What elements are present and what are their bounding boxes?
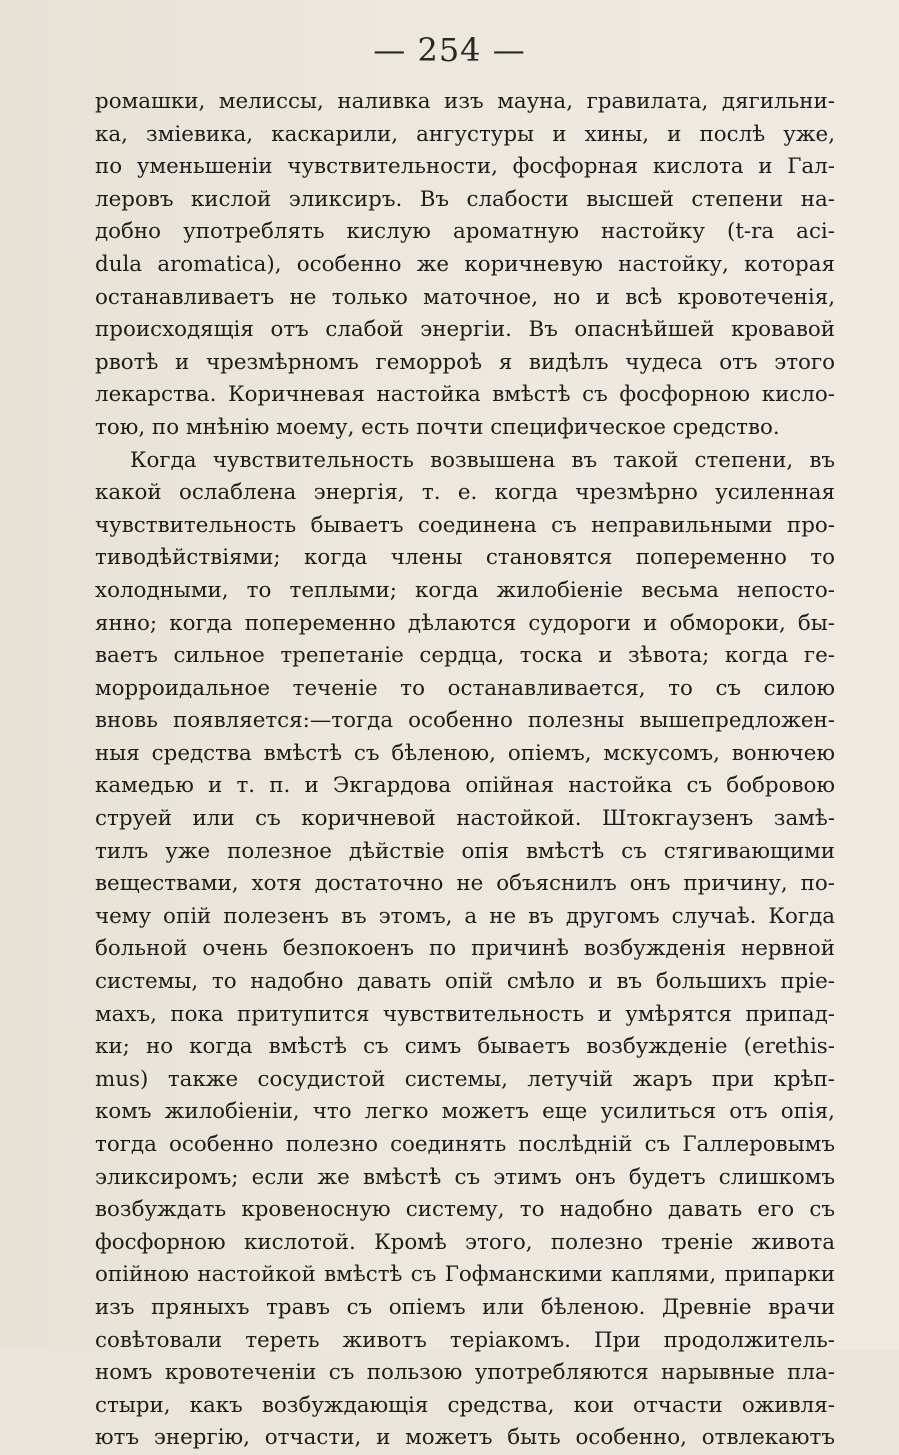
text-line: комъ жилобіеніи, что легко можетъ еще усилиться отъ опія,: [95, 1099, 835, 1125]
text-line: Когда чувствительность возвышена въ такой степени, въ: [130, 447, 835, 473]
text-line: mus) также сосудистой системы, летучій жаръ при крѣп-: [95, 1066, 835, 1092]
text-line: больной очень безпокоенъ по причинѣ возбужденія нервной: [95, 936, 835, 962]
text-line: тою, по мнѣнію моему, есть почти специфическое средство.: [95, 414, 780, 440]
text-line: опійною настойкой вмѣстѣ съ Гофманскими каплями, припарки: [95, 1262, 835, 1288]
text-line: изъ пряныхъ травъ съ опіемъ или бѣленою. Древніе врачи: [95, 1294, 835, 1320]
text-line: происходящія отъ слабой энергіи. Въ опаснѣйшей кровавой: [95, 317, 835, 343]
text-line: dula aromatica), особенно же коричневую настойку, которая: [95, 251, 835, 277]
text-line: по уменьшеніи чувствительности, фосфорная кислота и Гал-: [95, 154, 835, 180]
page-number: — 254 —: [373, 31, 526, 69]
text-line: камедью и т. п. и Экгардова опійная настойка съ бобровою: [95, 773, 835, 799]
text-line: эликсиромъ; если же вмѣстѣ съ этимъ онъ будетъ слишкомъ: [95, 1164, 835, 1190]
text-line: ка, зміевика, каскарили, ангустуры и хины, и послѣ уже,: [95, 121, 835, 147]
text-line: лекарства. Коричневая настойка вмѣстѣ съ фосфорною кисло-: [95, 382, 835, 408]
text-line: леровъ кислой эликсиръ. Въ слабости высшей степени на-: [95, 186, 835, 212]
text-line: возбуждать кровеносную систему, то надобно давать его съ: [95, 1197, 835, 1223]
text-line: ныя средства вмѣстѣ съ бѣленою, опіемъ, мскусомъ, вонючею: [95, 740, 835, 766]
text-line: добно употреблять кислую ароматную настойку (t-ra aci-: [95, 219, 835, 245]
text-line: рвотѣ и чрезмѣрномъ геморроѣ я видѣлъ чудеса отъ этого: [95, 349, 835, 375]
text-line: янно; когда попеременно дѣлаются судороги и обмороки, бы-: [95, 610, 835, 636]
text-line: тилъ уже полезное дѣйствіе опія вмѣстѣ съ стягивающими: [95, 838, 835, 864]
text-line: системы, то надобно давать опій смѣло и въ большихъ пріе-: [95, 969, 835, 995]
text-line: останавливаетъ не только маточное, но и всѣ кровотеченія,: [95, 284, 835, 310]
text-line: чувствительность бываетъ соединена съ неправильными про-: [95, 512, 835, 538]
text-line: ки; но когда вмѣстѣ съ симъ бываетъ возбужденіе (erethis-: [95, 1034, 835, 1060]
text-line: махъ, пока притупится чувствительность и умѣрятся припад-: [95, 1001, 835, 1027]
text-line: ютъ энергію, отчасти, и можетъ быть особенно, отвлекаютъ: [95, 1425, 835, 1451]
text-line: ромашки, мелиссы, наливка изъ мауна, гравилата, дягильни-: [95, 89, 835, 114]
text-line: холодными, то теплыми; когда жилобіеніе весьма непосто-: [95, 577, 835, 603]
text-line: фосфорною кислотой. Кромѣ этого, полезно треніе живота: [95, 1229, 835, 1255]
body-text: [95, 86, 835, 1455]
text-line: ваетъ сильное трепетаніе сердца, тоска и зѣвота; когда ге-: [95, 643, 835, 669]
text-line: стыри, какъ возбуждающія средства, кои отчасти оживля-: [95, 1392, 835, 1418]
text-line: номъ кровотеченіи съ пользою употребляются нарывные пла-: [95, 1360, 835, 1386]
text-line: тогда особенно полезно соединять послѣдній съ Галлеровымъ: [95, 1132, 835, 1157]
text-line: совѣтовали тереть животъ теріакомъ. При продолжитель-: [95, 1327, 835, 1353]
text-line: какой ослаблена энергія, т. е. когда чрезмѣрно усиленная: [95, 480, 835, 506]
text-line: чему опій полезенъ въ этомъ, а не въ другомъ случаѣ. Когда: [95, 903, 835, 929]
text-line: тиводѣйствіями; когда члены становятся попеременно то: [95, 545, 835, 571]
text-line: вновь появляется:—тогда особенно полезны вышепредложен-: [95, 708, 835, 734]
text-line: морроидальное теченіе то останавливается, то съ силою: [95, 675, 835, 701]
text-line: струей или съ коричневой настойкой. Штокгаузенъ замѣ-: [95, 806, 835, 832]
text-line: веществами, хотя достаточно не объяснилъ онъ причину, по-: [95, 871, 835, 897]
